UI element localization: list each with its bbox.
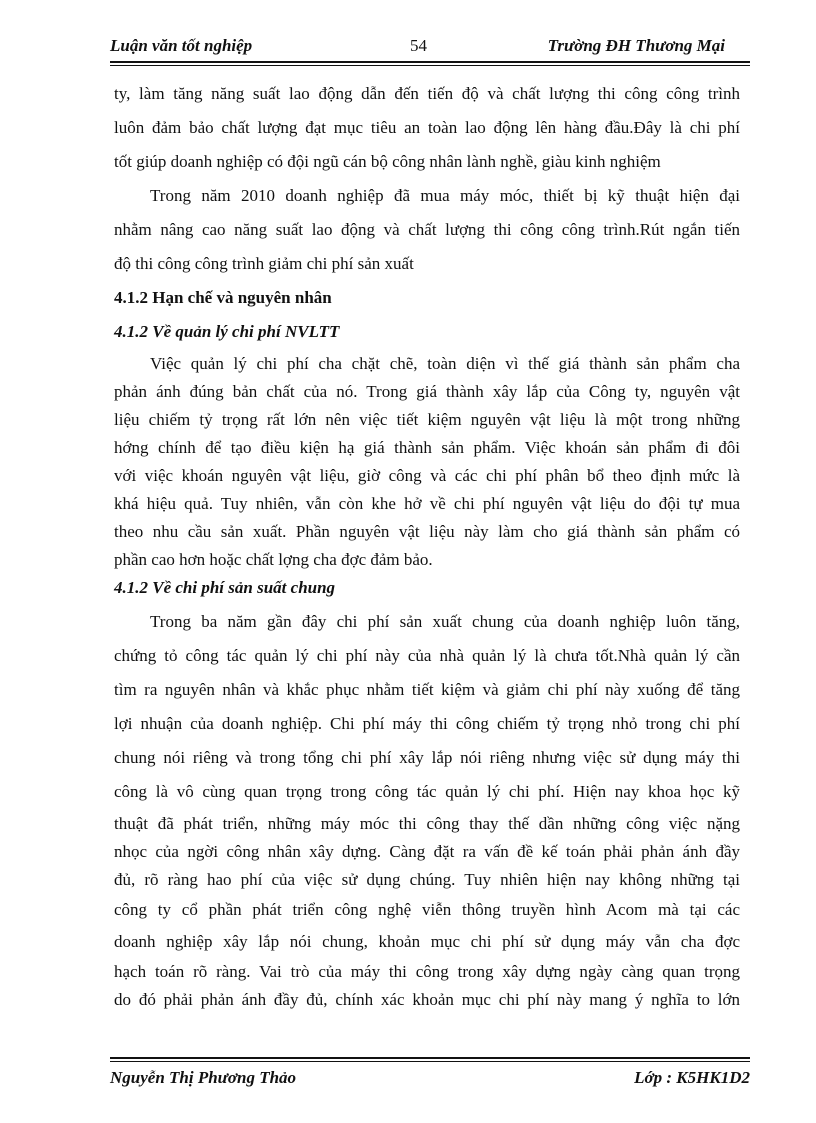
text-line: do đó phải phản ánh đầy đủ, chính xác khoản mục chi phí này mang ý nghĩa to lớn bbox=[114, 990, 740, 1009]
section-heading: 4.1.2 Hạn chế và nguyên nhân bbox=[114, 288, 332, 307]
subsection-heading: 4.1.2 Về quản lý chi phí NVLTT bbox=[114, 322, 340, 341]
footer-class: Lớp : K5HK1D2 bbox=[634, 1068, 750, 1087]
text-line: Việc quản lý chi phí cha chặt chẽ, toàn diện vì thế giá thành sản phẩm cha bbox=[150, 354, 740, 373]
text-line: đủ, rõ ràng hao phí của việc sử dụng chúng. Tuy nhiên hiện nay không những tại bbox=[114, 870, 740, 889]
text-line: thuật đã phát triển, những máy móc thi công thay thế dần những công việc nặng bbox=[114, 814, 740, 833]
page-number: 54 bbox=[410, 36, 427, 55]
text-line: lợi nhuận của doanh nghiệp. Chi phí máy thi công chiếm tỷ trọng nhỏ trong chi phí bbox=[114, 714, 740, 733]
text-line: công ty cổ phần phát triển công nghệ viễn thông truyền hình Acom mà tại các bbox=[114, 900, 740, 919]
text-line: phần cao hơn hoặc chất lợng cha đợc đảm bảo. bbox=[114, 550, 433, 569]
text-line: liệu chiếm tỷ trọng rất lớn nên việc tiết kiệm nguyên vật liệu là một trong những bbox=[114, 410, 740, 429]
text-line: nhằm nâng cao năng suất lao động và chất lượng thi công công trình.Rút ngắn tiến bbox=[114, 220, 740, 239]
text-line: ty, làm tăng năng suất lao động dẫn đến tiến độ và chất lượng thi công công trình bbox=[114, 84, 740, 103]
text-line: doanh nghiệp xây lắp nói chung, khoản mục chi phí sử dụng máy vẫn cha đợc bbox=[114, 932, 740, 951]
footer-author: Nguyễn Thị Phương Thảo bbox=[110, 1068, 297, 1087]
text-line: nhọc của ngời công nhân xây dựng. Càng đặt ra vấn đề kế toán phải phản ánh đầy bbox=[114, 842, 740, 861]
footer-rule bbox=[110, 1057, 750, 1059]
text-line: với việc khoán nguyên vật liệu, giờ công và các chi phí phân bổ theo định mức là bbox=[114, 466, 740, 485]
subsection-heading: 4.1.2 Về chi phí sản suất chung bbox=[114, 578, 336, 597]
text-line: tốt giúp doanh nghiệp có đội ngũ cán bộ công nhân lành nghề, giàu kinh nghiệm bbox=[114, 152, 661, 171]
header-university: Trường ĐH Thương Mại bbox=[547, 36, 725, 55]
header-rule bbox=[110, 61, 750, 63]
page-footer bbox=[110, 1068, 750, 1092]
text-line: tìm ra nguyên nhân và khắc phục nhằm tiết kiệm và giảm chi phí này xuống để tăng bbox=[114, 680, 740, 699]
text-line: luôn đảm bảo chất lượng đạt mục tiêu an toàn lao động lên hàng đầu.Đây là chi phí bbox=[114, 118, 740, 137]
footer-rule-thin bbox=[110, 1061, 750, 1062]
text-line: phản ánh đúng bản chất của nó. Trong giá thành xây lắp của Công ty, nguyên vật bbox=[114, 382, 740, 401]
header-thesis-title: Luận văn tốt nghiệp bbox=[110, 36, 253, 55]
text-line: khá hiệu quả. Tuy nhiên, vẫn còn khe hở về chi phí nguyên vật liệu do đội tự mua bbox=[114, 494, 740, 513]
text-line: chung nói riêng và trong tổng chi phí xây lắp nói riêng nhưng việc sử dụng máy thi bbox=[114, 748, 740, 767]
text-line: Trong ba năm gần đây chi phí sản xuất chung của doanh nghiệp luôn tăng, bbox=[150, 612, 740, 631]
text-line: hớng chính để tạo điều kiện hạ giá thành sản phẩm. Việc khoán sản phẩm đi đôi bbox=[114, 438, 740, 457]
text-line: công là vô cùng quan trọng trong công tác quản lý chi phí. Hiện nay khoa học kỹ bbox=[114, 782, 740, 801]
text-line: độ thi công công trình giảm chi phí sản xuất bbox=[114, 254, 414, 273]
text-line: hạch toán rõ ràng. Vai trò của máy thi công trong xây dựng ngày càng quan trọng bbox=[114, 962, 740, 981]
text-line: chứng tỏ công tác quản lý chi phí này của nhà quản lý là chưa tốt.Nhà quản lý cần bbox=[114, 646, 740, 665]
text-line: theo nhu cầu sản xuất. Phần nguyên vật liệu này làm cho giá thành sản phẩm có bbox=[114, 522, 740, 541]
header-rule-thin bbox=[110, 65, 750, 66]
text-line: Trong năm 2010 doanh nghiệp đã mua máy móc, thiết bị kỹ thuật hiện đại bbox=[150, 186, 740, 205]
page-header bbox=[110, 36, 750, 60]
